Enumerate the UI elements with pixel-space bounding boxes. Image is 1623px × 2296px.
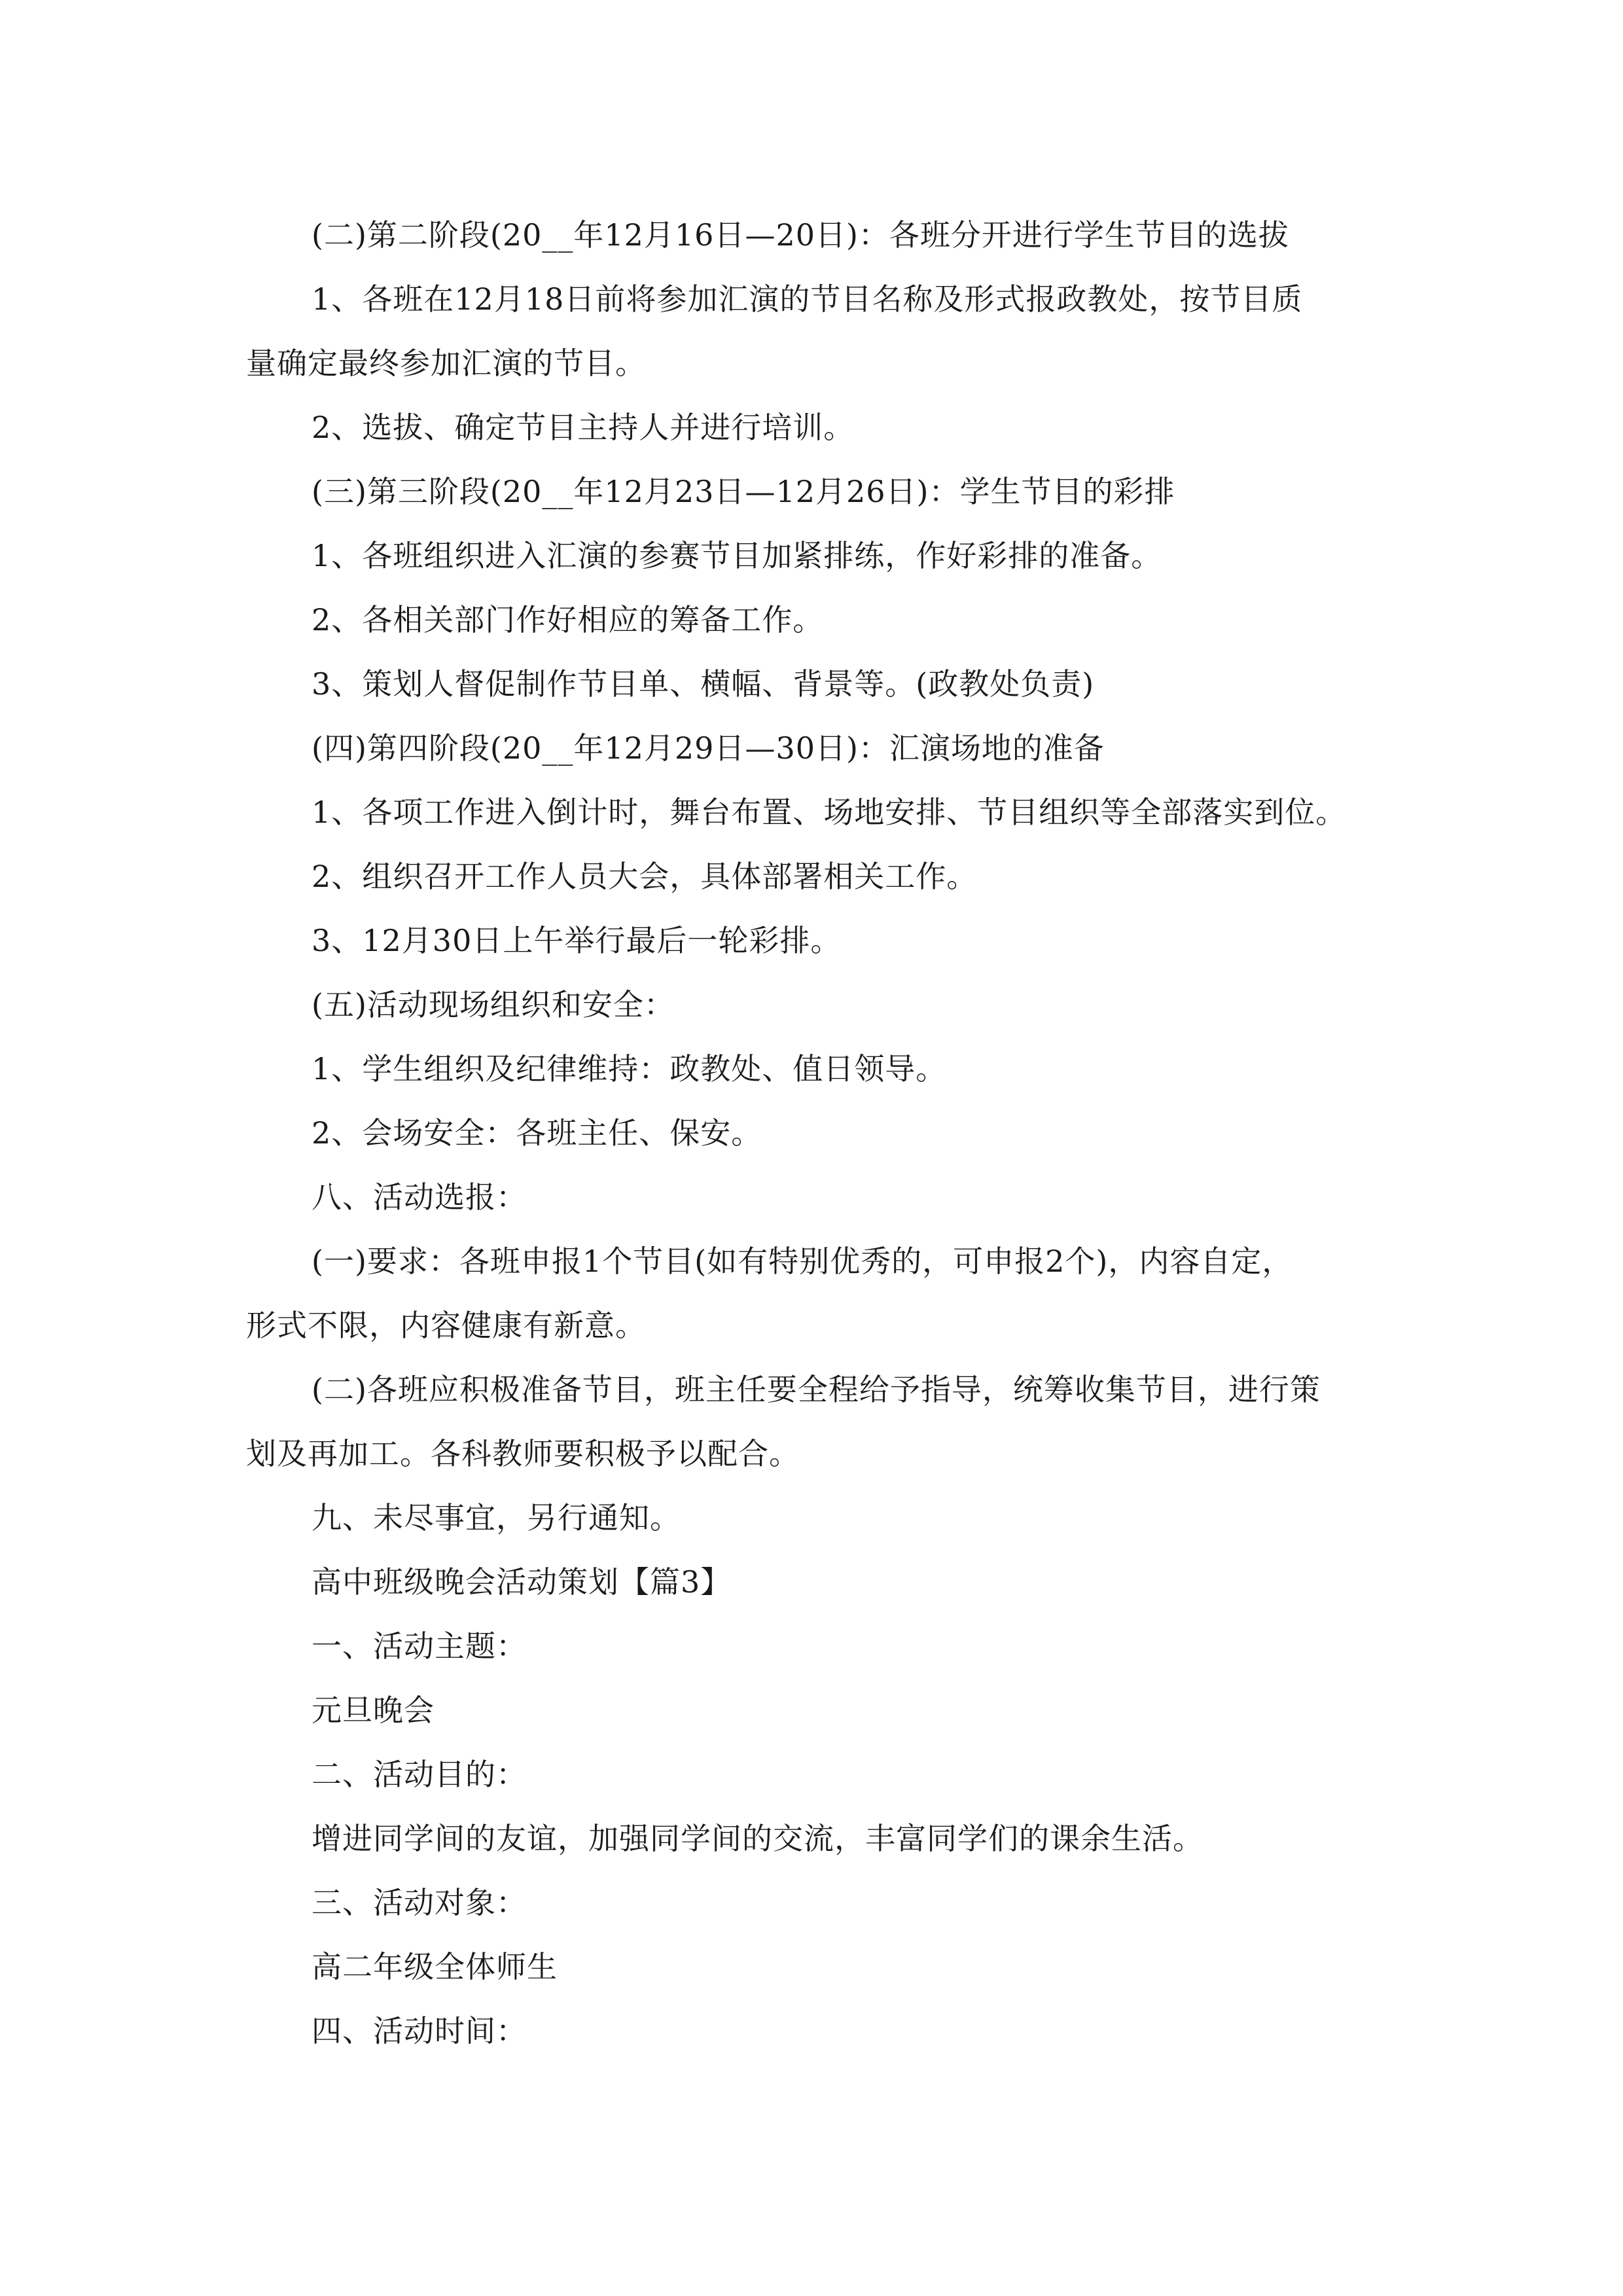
paragraph-line: (二)第二阶段(20__年12月16日—20日)：各班分开进行学生节目的选拔 bbox=[312, 217, 1289, 253]
section-heading: 二、活动目的： bbox=[312, 1757, 527, 1792]
paragraph-line: (五)活动现场组织和安全： bbox=[312, 987, 675, 1022]
paragraph-line: 增进同学间的友谊，加强同学间的交流，丰富同学们的课余生活。 bbox=[312, 1821, 1204, 1856]
paragraph-line: 量确定最终参加汇演的节目。 bbox=[246, 346, 646, 381]
paragraph-line: 2、会场安全：各班主任、保安。 bbox=[312, 1115, 762, 1151]
paragraph-line: 形式不限，内容健康有新意。 bbox=[246, 1308, 646, 1343]
section-heading: 九、未尽事宜，另行通知。 bbox=[312, 1500, 681, 1535]
paragraph-line: 高二年级全体师生 bbox=[312, 1949, 558, 1984]
paragraph-line: 1、各项工作进入倒计时，舞台布置、场地安排、节目组织等全部落实到位。 bbox=[312, 795, 1347, 830]
paragraph-line: 3、策划人督促制作节目单、横幅、背景等。(政教处负责) bbox=[312, 666, 1095, 702]
section-heading: 八、活动选报： bbox=[312, 1179, 527, 1215]
paragraph-line: 1、各班组织进入汇演的参赛节目加紧排练，作好彩排的准备。 bbox=[312, 538, 1162, 573]
paragraph-line: 1、学生组织及纪律维持：政教处、值日领导。 bbox=[312, 1051, 947, 1086]
paragraph-line: 元旦晚会 bbox=[312, 1693, 435, 1728]
section-heading: 一、活动主题： bbox=[312, 1628, 527, 1664]
document-body bbox=[246, 203, 1399, 2063]
paragraph-line: 2、选拔、确定节目主持人并进行培训。 bbox=[312, 410, 855, 445]
paragraph-line: 3、12月30日上午举行最后一轮彩排。 bbox=[312, 923, 842, 958]
paragraph-line: 1、各班在12月18日前将参加汇演的节目名称及形式报政教处，按节目质 bbox=[312, 281, 1303, 317]
paragraph-line: (二)各班应积极准备节目，班主任要全程给予指导，统筹收集节目，进行策 bbox=[312, 1372, 1321, 1407]
section-heading: 三、活动对象： bbox=[312, 1885, 527, 1920]
paragraph-line: 2、组织召开工作人员大会，具体部署相关工作。 bbox=[312, 859, 978, 894]
paragraph-line: (四)第四阶段(20__年12月29日—30日)：汇演场地的准备 bbox=[312, 730, 1105, 766]
section-heading: 四、活动时间： bbox=[312, 2013, 527, 2049]
paragraph-line: (一)要求：各班申报1个节目(如有特别优秀的，可申报2个)，内容自定， bbox=[312, 1244, 1293, 1279]
paragraph-line: (三)第三阶段(20__年12月23日—12月26日)：学生节目的彩排 bbox=[312, 474, 1175, 509]
article-title: 高中班级晚会活动策划【篇3】 bbox=[312, 1564, 732, 1600]
paragraph-line: 2、各相关部门作好相应的筹备工作。 bbox=[312, 602, 824, 637]
paragraph-line: 划及再加工。各科教师要积极予以配合。 bbox=[246, 1436, 800, 1471]
